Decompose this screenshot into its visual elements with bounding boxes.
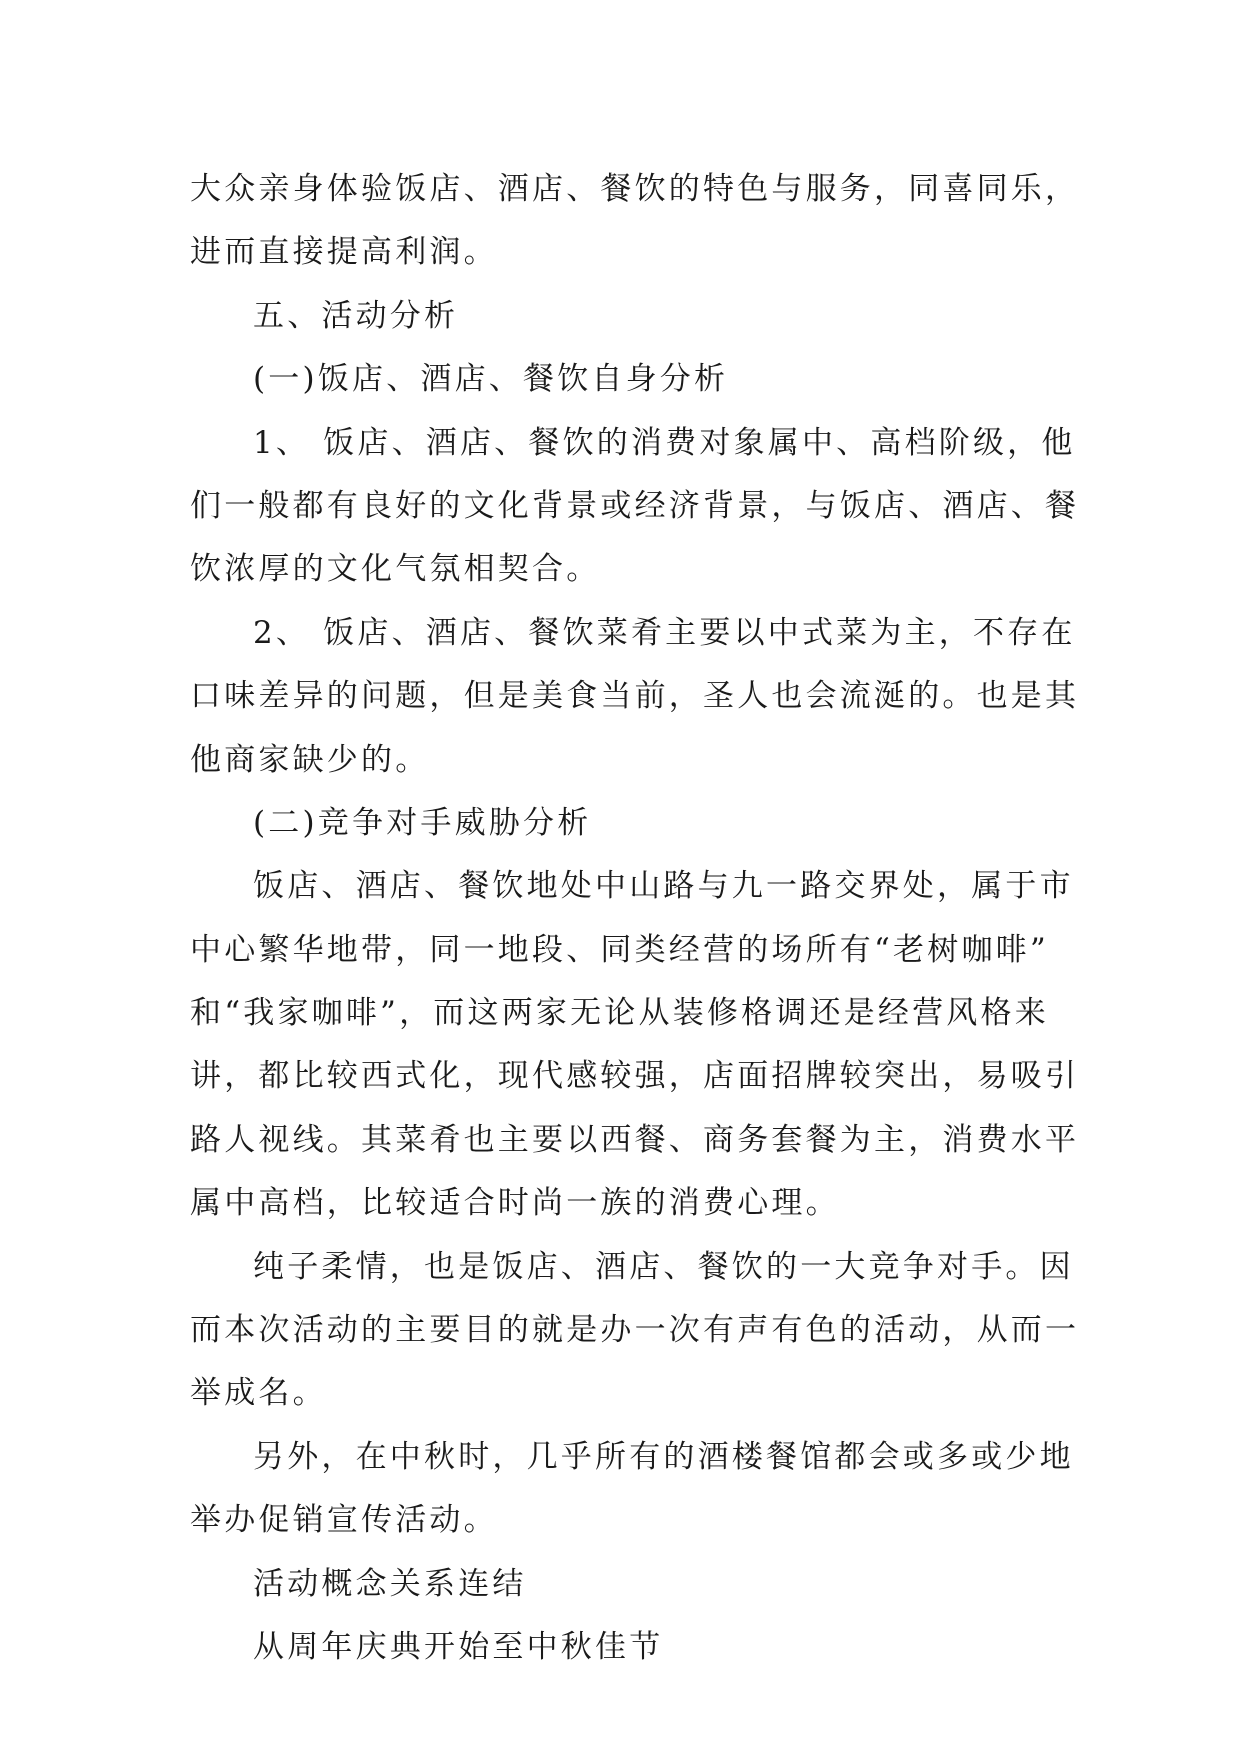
paragraph-line: 纯子柔情，也是饭店、酒店、餐饮的一大竞争对手。因 xyxy=(253,1248,1074,1285)
paragraph-line: 举办促销宣传活动。 xyxy=(190,1502,498,1539)
document-body xyxy=(190,158,1080,1679)
subsection-heading: (一)饭店、酒店、餐饮自身分析 xyxy=(253,361,729,398)
paragraph-line: 举成名。 xyxy=(190,1375,327,1412)
paragraph-line: 路人视线。其菜肴也主要以西餐、商务套餐为主，消费水平 xyxy=(190,1121,1080,1158)
paragraph-line: 大众亲身体验饭店、酒店、餐饮的特色与服务，同喜同乐， xyxy=(190,171,1080,207)
paragraph-line: 活动概念关系连结 xyxy=(253,1565,527,1602)
paragraph-line: 而本次活动的主要目的就是办一次有声有色的活动，从而一 xyxy=(190,1312,1080,1349)
subsection-heading: (二)竞争对手威胁分析 xyxy=(253,804,592,841)
paragraph-line: 们一般都有良好的文化背景或经济背景，与饭店、酒店、餐 xyxy=(190,487,1080,524)
paragraph-line: 2、 饭店、酒店、餐饮菜肴主要以中式菜为主，不存在 xyxy=(253,614,1076,651)
paragraph-line: 口味差异的问题，但是美食当前，圣人也会流涎的。也是其 xyxy=(190,678,1080,715)
paragraph-line: 另外，在中秋时，几乎所有的酒楼餐馆都会或多或少地 xyxy=(253,1438,1074,1475)
paragraph-line: 他商家缺少的。 xyxy=(190,741,430,778)
section-heading: 五、活动分析 xyxy=(253,297,459,334)
paragraph-line: 饭店、酒店、餐饮地处中山路与九一路交界处，属于市 xyxy=(253,868,1074,905)
paragraph-line: 1、 饭店、酒店、餐饮的消费对象属中、高档阶级，他 xyxy=(253,424,1076,461)
paragraph-line: 饮浓厚的文化气氛相契合。 xyxy=(190,551,601,588)
paragraph-line: 属中高档，比较适合时尚一族的消费心理。 xyxy=(190,1185,840,1222)
paragraph-line: 中心繁华地带，同一地段、同类经营的场所有“老树咖啡” xyxy=(190,931,1049,968)
paragraph-line: 和“我家咖啡”，而这两家无论从装修格调还是经营风格来 xyxy=(190,995,1049,1032)
paragraph-line: 从周年庆典开始至中秋佳节 xyxy=(253,1628,664,1665)
paragraph-line: 讲，都比较西式化，现代感较强，店面招牌较突出，易吸引 xyxy=(190,1058,1080,1095)
paragraph-line: 进而直接提高利润。 xyxy=(190,234,498,271)
